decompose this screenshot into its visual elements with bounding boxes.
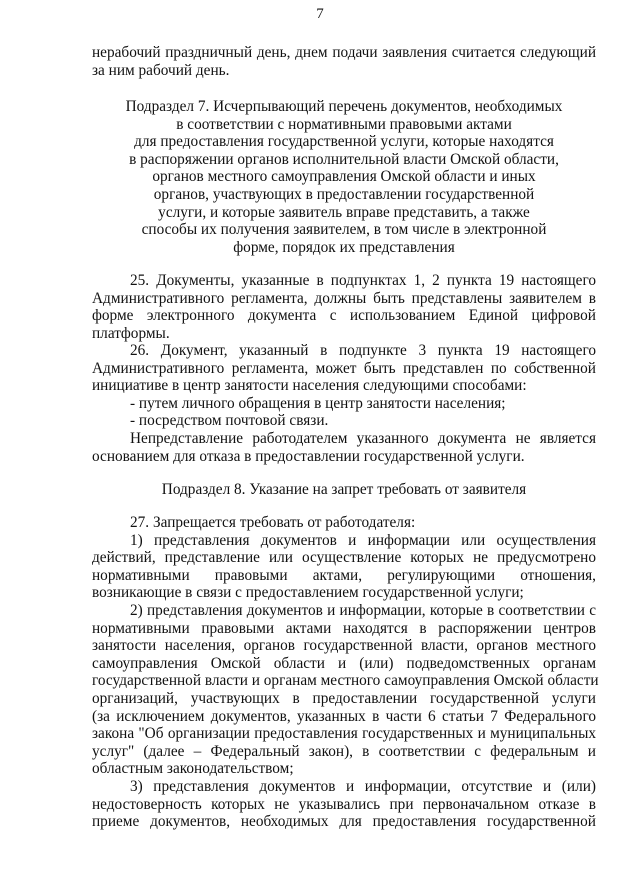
text-line: 27. Запрещается требовать от работодателя:: [130, 514, 416, 531]
heading-line: органов местного самоуправления Омской области и иных: [152, 168, 536, 186]
text-line: инициативе в центр занятости населения следующими способами:: [92, 377, 527, 395]
text-line: нормативными правовыми актами, регулирующими отношения,: [92, 566, 596, 584]
text-line: нормативными правовыми актами находятся в распоряжении центров: [92, 619, 596, 637]
paragraph-25: [92, 272, 596, 342]
text-line: Административного регламента, может быть представлен по собственной: [92, 359, 596, 377]
text-line: (за исключением документов, указанных в части 6 статьи 7 Федерального: [92, 707, 596, 725]
text-line: 25. Документы, указанные в подпунктах 1, 2 пункта 19 настоящего: [130, 272, 596, 289]
text-line: самоуправления Омской области и (или) подведомственных органам: [92, 654, 596, 672]
subsection-8-heading: [92, 481, 596, 499]
text-line: Административного регламента, должны быть представлены заявителем в: [92, 289, 596, 307]
heading-line: в распоряжении органов исполнительной власти Омской области,: [129, 150, 559, 168]
text-line: организаций, участвующих в предоставлении государственной услуги: [92, 689, 596, 707]
subsection-7-heading: [92, 98, 596, 256]
list-item: - посредством почтовой связи.: [130, 412, 329, 430]
heading-line: форме, порядок их представления: [233, 238, 455, 256]
page-number: 7: [316, 6, 324, 22]
text-line: 2) представления документов и информации, которые в соответствии с: [130, 601, 596, 619]
heading-line: услуги, и которые заявитель вправе представить, а также: [158, 203, 530, 221]
text-line: нерабочий праздничный день, днем подачи заявления считается следующий: [92, 44, 596, 61]
paragraph-27: [92, 514, 599, 831]
heading-line: способы их получения заявителем, в том числе в электронной: [141, 221, 547, 239]
text-line: областным законодательством;: [92, 760, 294, 778]
heading-line: Подраздел 7. Исчерпывающий перечень документов, необходимых: [125, 98, 563, 115]
text-line: недостоверность которых не указывались при первоначальном отказе в: [92, 795, 596, 813]
heading-line: в соответствии с нормативными правовыми актами: [176, 115, 512, 133]
intro-paragraph: [92, 44, 596, 79]
text-line: 1) представления документов и информации или осуществления: [130, 531, 596, 549]
text-line: возникающие в связи с предоставлением государственной услуги;: [92, 584, 524, 602]
text-line: за ним рабочий день.: [92, 61, 230, 79]
text-line: действий, представление или осуществление которых не предусмотрено: [92, 549, 596, 567]
paragraph-26: [92, 342, 596, 465]
heading-line: Подраздел 8. Указание на запрет требовать от заявителя: [161, 481, 527, 498]
text-line: 3) представления документов и информации, отсутствие и (или): [130, 777, 596, 795]
list-item: - путем личного обращения в центр занятости населения;: [130, 394, 506, 412]
heading-line: органов, участвующих в предоставлении государственной: [153, 185, 535, 203]
text-line: платформы.: [92, 324, 170, 342]
text-line: 26. Документ, указанный в подпункте 3 пункта 19 настоящего: [130, 342, 596, 359]
heading-line: для предоставления государственной услуги, которые находятся: [134, 133, 554, 151]
text-line: занятости населения, органов государственной власти, органов местного: [92, 637, 596, 655]
text-line: государственной власти и органам местного самоуправления Омской области: [92, 672, 599, 690]
text-line: услуг" (далее – Федеральный закон), в соответствии с федеральным и: [92, 742, 596, 760]
text-line: основанием для отказа в предоставлении государственной услуги.: [92, 447, 525, 465]
text-line: Непредставление работодателем указанного документа не является: [130, 429, 596, 447]
text-line: закона "Об организации предоставления государственных и муниципальных: [92, 725, 596, 743]
text-line: форме электронного документа с использованием Единой цифровой: [92, 307, 596, 325]
text-line: приеме документов, необходимых для предоставления государственной: [92, 813, 596, 831]
